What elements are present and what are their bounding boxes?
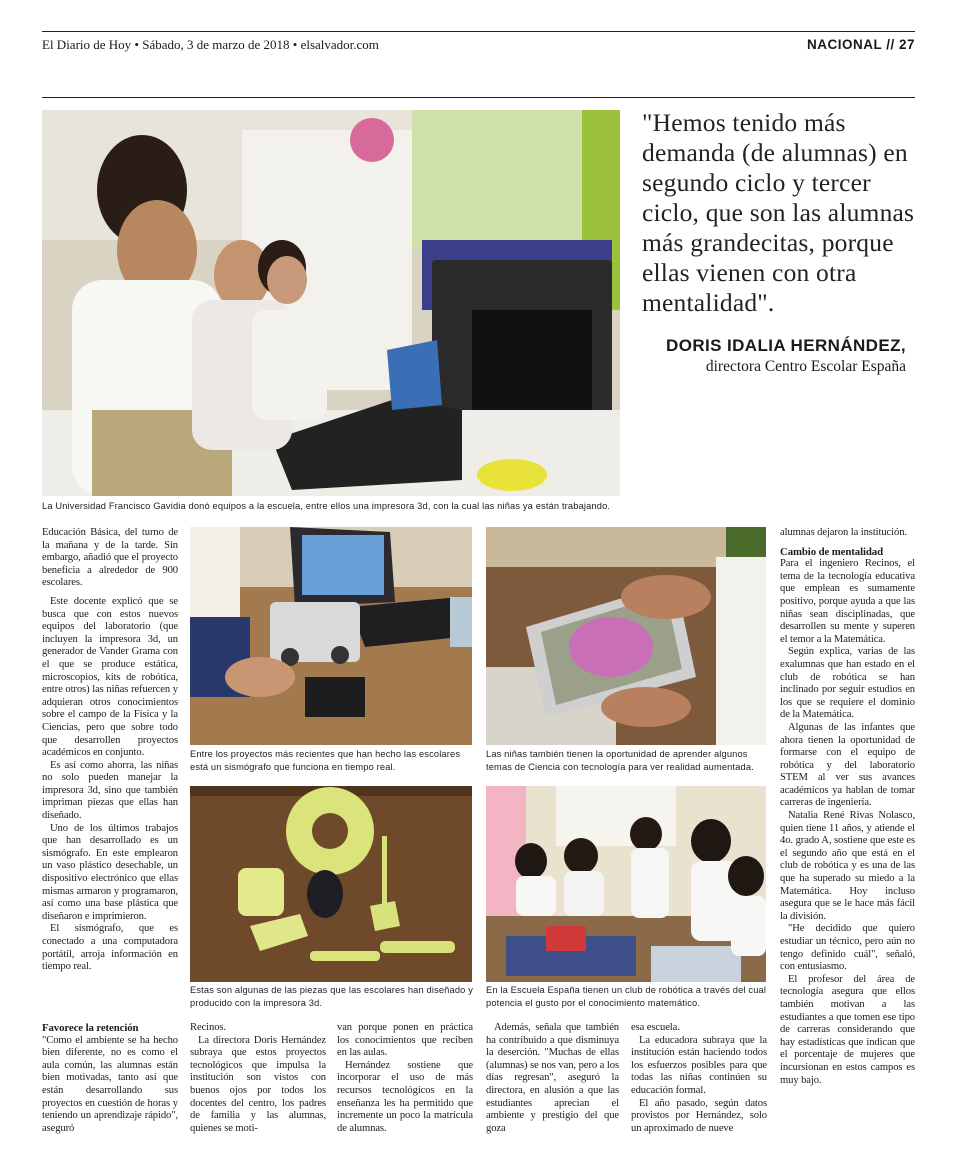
paragraph: Además, señala que también ha contribuido a que disminuya la deserción. "Muchas de ellas (alumnas) se nos van, pero a los días regresan", aseguró la directora, en alusión a que las estudiantes aprecian el ambiente y prestigio del que goza: [486, 1022, 619, 1134]
paragraph: Recinos.: [190, 1022, 226, 1033]
paragraph: La educadora subraya que la institución están haciendo todos los esfuerzos posibles para que todas las niñas continúen su educación formal.: [631, 1034, 767, 1096]
paragraph: Es así como ahorra, las niñas no solo pueden manejar la impresora 3d, sino que también impriman piezas que ellas han diseñado.: [42, 759, 178, 822]
augmented-reality-caption: Las niñas también tienen la oportunidad de aprender algunos temas de Ciencia con tecnología para ver realidad aumentada.: [486, 749, 754, 772]
paragraph: Algunas de las infantes que ahora tienen la oportunidad de formarse con el equipo de robótica y del laboratorio STEM al ver sus avances académicos ya hablan de tomar carreras de ingeniería.: [780, 721, 915, 809]
main-photo-caption: La Universidad Francisco Gavidia donó equipos a la escuela, entre ellos una impresora 3d, con la cual las niñas ya están trabajando.: [42, 501, 611, 511]
3d-pieces-photo: [190, 786, 472, 982]
article-column-1-bottom: [42, 1022, 178, 1135]
article-column-4: [486, 1022, 619, 1135]
article-column-5: [631, 1022, 767, 1135]
paragraph: El año pasado, según datos provistos por Hernández, solo un aproximado de nueve: [631, 1097, 767, 1134]
augmented-reality-photo: [486, 527, 766, 745]
paragraph: "He decidido que quiero estudiar un técnico, pero aún no tengo definido cuál", señaló, con entusiasmo.: [780, 923, 915, 973]
header-dateline: El Diario de Hoy • Sábado, 3 de marzo de 2018 • elsalvador.com: [42, 37, 379, 52]
paragraph: La directora Doris Hernández subraya que estos proyectos tecnológicos que impulsa la institución son vistos con buenos ojos por todos los docentes del centro, los padres de familia y las alumnas, quienes se moti-: [190, 1034, 326, 1134]
paragraph: El sismógrafo, que es conectado a una computadora portátil, arroja información en tiempo real.: [42, 923, 178, 973]
article-column-3: [337, 1022, 473, 1135]
paragraph: alumnas dejaron la institución.: [780, 527, 907, 538]
seismograph-caption: Entre los proyectos más recientes que han hecho las escolares está un sismógrafo que funciona en tiempo real.: [190, 749, 461, 772]
pull-quote: "Hemos tenido más demanda (de alumnas) en segundo ciclo y tercer ciclo, que son las alumnas más grandecitas, porque ellas vienen con otra mentalidad".: [642, 108, 915, 317]
paragraph: Uno de los últimos trabajos que han desarrollado es un sismógrafo. En este emplearon un vaso plástico desechable, un dispositivo electrónico que ellas mismas armaron y programaron, así como una base plástica que diseñaron e imprimieron.: [42, 822, 178, 922]
subheading-mentality: Cambio de mentalidad: [780, 545, 883, 558]
quote-author-name: DORIS IDALIA HERNÁNDEZ,: [666, 336, 906, 355]
paragraph: Para el ingeniero Recinos, el tema de la tecnología educativa que emplean es sumamente positivo, porque ayuda a que las niñas sean disciplinadas, que desarrollen su mente y superen el temor a la Matemática.: [780, 558, 915, 645]
article-column-6: [780, 527, 915, 1087]
article-column-1: [42, 527, 178, 974]
header-rule: [42, 97, 915, 98]
robotics-club-photo: [486, 786, 766, 982]
top-rule: [42, 31, 915, 32]
section-label: NACIONAL // 27: [806, 37, 915, 52]
robotics-club-caption: En la Escuela España tienen un club de robótica a través del cual potencia el gusto por el conocimiento matemático.: [486, 985, 767, 1008]
paragraph: Según explica, varias de las exalumnas que han estado en el club de robótica se han inclinado por seguir estudios en los que se requiere el dominio de la Matemática.: [780, 646, 915, 721]
subheading-retention: Favorece la retención: [42, 1022, 139, 1034]
paragraph: van porque ponen en práctica los conocimientos que reciben en las aulas.: [337, 1022, 473, 1059]
paragraph: "Como el ambiente se ha hecho bien diferente, no es como el aula común, las alumnas están bien motivadas, tanto así que están desarrollando sus proyectos en cuestión de horas y teniendo un aprendizaje rápido", aseguró: [42, 1034, 178, 1134]
paragraph: Educación Básica, del turno de la mañana y de la tarde. Sin embargo, añadió que el proyecto beneficia a alrededor de 900 escolares.: [42, 527, 178, 589]
seismograph-photo: [190, 527, 472, 745]
3d-pieces-caption: Estas son algunas de las piezas que las escolares han diseñado y producido con la impresora 3d.: [190, 985, 473, 1008]
paragraph: Este docente explicó que se busca que con estos nuevos equipos del laboratorio (que incluyen la impresora 3d, un generador de Vander Grama con el que se produce estática, microscopios, kits de robótica, entre otros) las niñas refuercen y adquieran otros conocimientos sobre el campo de la Física y la Ciencias, pero que sobre todo que desarrollen proyectos académicos en conjunto.: [42, 595, 178, 759]
paragraph: Hernández sostiene que incorporar el uso de más recursos tecnológicos en la enseñanza les ha permitido que incremente un poco la matrícula de alumnas.: [337, 1059, 473, 1134]
article-column-2: [190, 1022, 326, 1135]
quote-author-role: directora Centro Escolar España: [705, 358, 906, 375]
paragraph: Natalia René Rivas Nolasco, quien tiene 11 años, y atiende el 4o. grado A, sostiene que este es el segundo año que está en el club de robótica y es una de las que ha superado su miedo a la Matemática. Hoy incluso asegura que se le hace más fácil la división.: [780, 810, 915, 922]
paragraph: esa escuela.: [631, 1022, 680, 1033]
paragraph: El profesor del área de tecnología asegura que ellos también motivan a las estudiantes a que tomen ese tipo de carreras considerando que hay estadísticas que indican que el porcentaje de mujeres que incursionan en estos campos es muy bajo.: [780, 973, 915, 1086]
main-photo: [42, 110, 620, 496]
